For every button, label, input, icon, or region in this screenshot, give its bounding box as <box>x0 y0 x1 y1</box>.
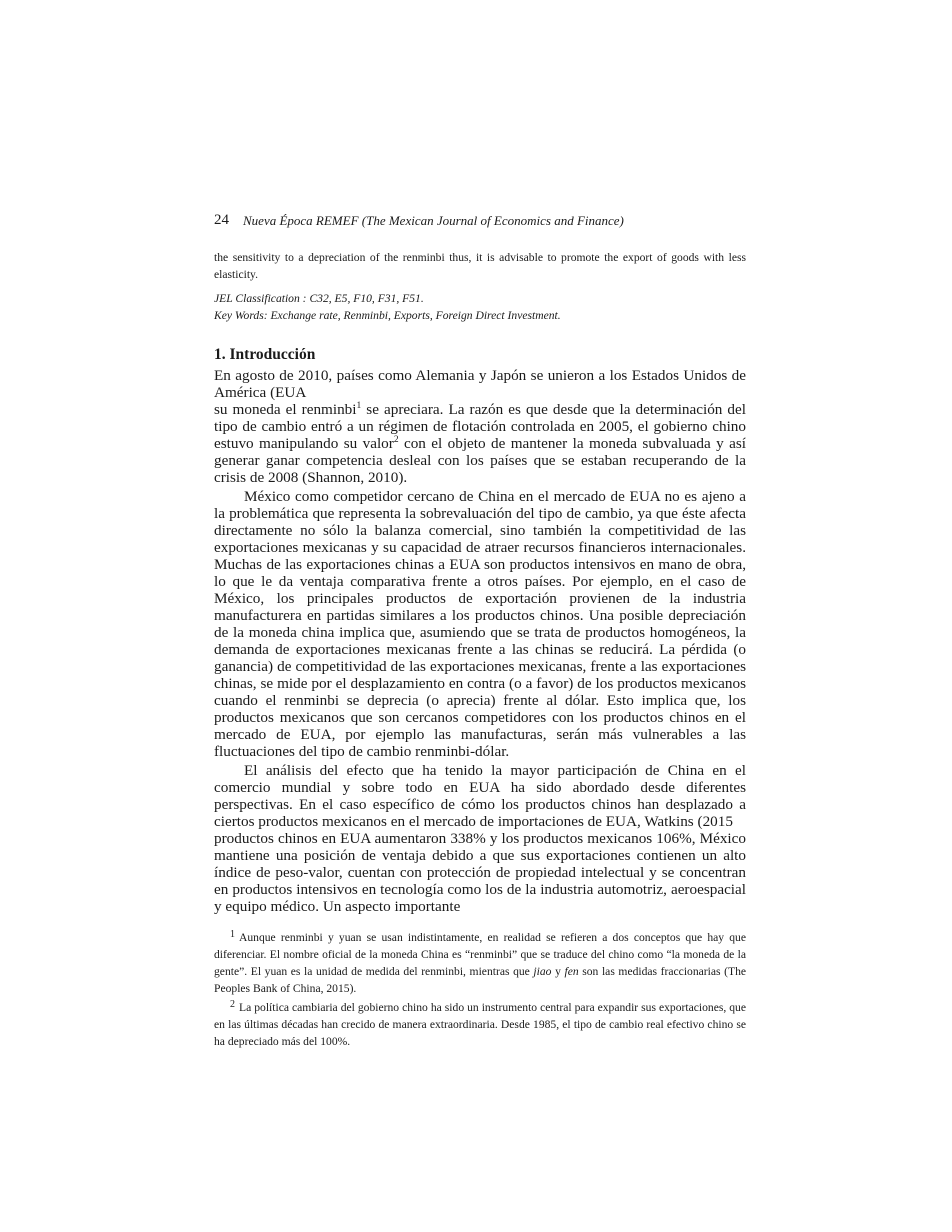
footnote-1-y: y <box>551 965 565 978</box>
abstract <box>214 250 746 283</box>
paragraph-1-part-b: su moneda el renminbi <box>214 401 357 418</box>
footnote-2 <box>214 999 746 1050</box>
journal-title: Nueva Época REMEF (The Mexican Journal of Economics and Finance) <box>243 213 624 228</box>
page-number: 24 <box>214 212 229 228</box>
paragraph-1-part-a: En agosto de 2010, países como Alemania y Japón se unieron a los Estados Unidos de América (EUA <box>214 367 746 401</box>
jel-classification: JEL Classification : C32, E5, F10, F31, F51. <box>214 292 424 305</box>
footnote-1-mark: 1 <box>230 929 235 940</box>
paragraph-1-part-d: con el objeto de mantener la moneda subvaluada y así generar ganar competencia desleal con los países que se estaban recuperando de la crisis de 2008 (Shannon, 2010). <box>214 435 746 486</box>
footnote-1 <box>214 929 746 997</box>
footnote-2-text: La política cambiaria del gobierno chino ha sido un instrumento central para expandir sus exportaciones, que en las últimas décadas han crecido de manera extraordinaria. Desde 1985, el tipo de cambio real efectivo chino se ha depreciado más del 100%. <box>214 1001 746 1048</box>
footnote-1-text-a: Aunque renminbi y yuan se usan indistintamente, en realidad se refieren a dos conceptos que hay que diferenciar. El nombre oficial de la moneda China es “renminbi” que se traduce del chino como “la moneda de la gente”. El yuan es la unidad de medida del renminbi, mientras que <box>214 931 746 978</box>
footnote-1-jiao: jiao <box>533 965 552 978</box>
footnote-ref-2[interactable]: 2 <box>393 435 399 445</box>
keywords: Key Words: Exchange rate, Renminbi, Exports, Foreign Direct Investment. <box>214 309 561 322</box>
paragraph-3-part-a: El análisis del efecto que ha tenido la mayor participación de China en el comercio mundial y sobre todo en EUA ha sido abordado desde diferentes perspectivas. En el caso específico de cómo los productos chinos han desplazado a ciertos productos mexicanos en el mercado de importaciones de EUA, Watkins (2015 <box>214 762 746 830</box>
page-content <box>214 210 746 1050</box>
paragraph-3 <box>214 762 746 915</box>
footnote-1-text-b: son las medidas fraccionarias (The Peoples Bank of China, 2015). <box>214 965 747 995</box>
paragraph-1 <box>214 367 746 486</box>
abstract-text: the sensitivity to a depreciation of the renminbi thus, it is advisable to promote the export of goods with less elasticity. <box>214 251 746 281</box>
paragraph-1-part-c: se apreciara. La razón es que desde que la determinación del tipo de cambio entró a un régimen de flotación controlada en 2005, el gobierno chino estuvo manipulando su valor <box>214 401 746 452</box>
footnote-2-mark: 2 <box>230 999 235 1010</box>
paragraph-3-part-b: productos chinos en EUA aumentaron 338% y los productos mexicanos 106%, México mantiene una posición de ventaja debido a que sus exportaciones contienen un alto índice de peso-valor, cuentan con protección de propiedad intelectual y se concentran en productos intensivos en tecnología como los de la industria automotriz, aeroespacial y equipo médico. Un aspecto importante <box>214 830 746 915</box>
section-body <box>214 367 746 915</box>
running-head <box>214 210 746 231</box>
footnotes <box>214 929 746 1050</box>
article-metadata <box>214 290 746 324</box>
footnote-1-fen: fen <box>564 965 579 978</box>
footnote-ref-1[interactable]: 1 <box>356 401 362 411</box>
paragraph-2: México como competidor cercano de China en el mercado de EUA no es ajeno a la problemática que representa la sobrevaluación del tipo de cambio, ya que éste afecta directamente no sólo la balanza comercial, sino también la competitividad de las exportaciones mexicanas y su capacidad de atraer recursos financieros internacionales. Muchas de las exportaciones chinas a EUA son productos intensivos en mano de obra, lo que le da ventaja comparativa frente a otros países. Por ejemplo, en el caso de México, los principales productos de exportación provienen de la industria manufacturera en partidas similares a los productos chinos. Una posible depreciación de la moneda china implica que, asumiendo que se trata de productos homogéneos, la demanda de exportaciones mexicanas frente a las chinas se reducirá. La pérdida (o ganancia) de competitividad de las exportaciones mexicanas, frente a las exportaciones chinas, se mide por el desplazamiento en contra (o a favor) de los productos mexicanos cuando el renminbi se deprecia (o aprecia) frente al dólar. Esto implica que, los productos mexicanos que son cercanos competidores con los productos chinos en el mercado de EUA, por ejemplo las manufacturas, serán más vulnerables a las fluctuaciones del tipo de cambio renminbi-dólar. <box>214 488 746 760</box>
section-heading: 1. Introducción <box>214 346 316 363</box>
